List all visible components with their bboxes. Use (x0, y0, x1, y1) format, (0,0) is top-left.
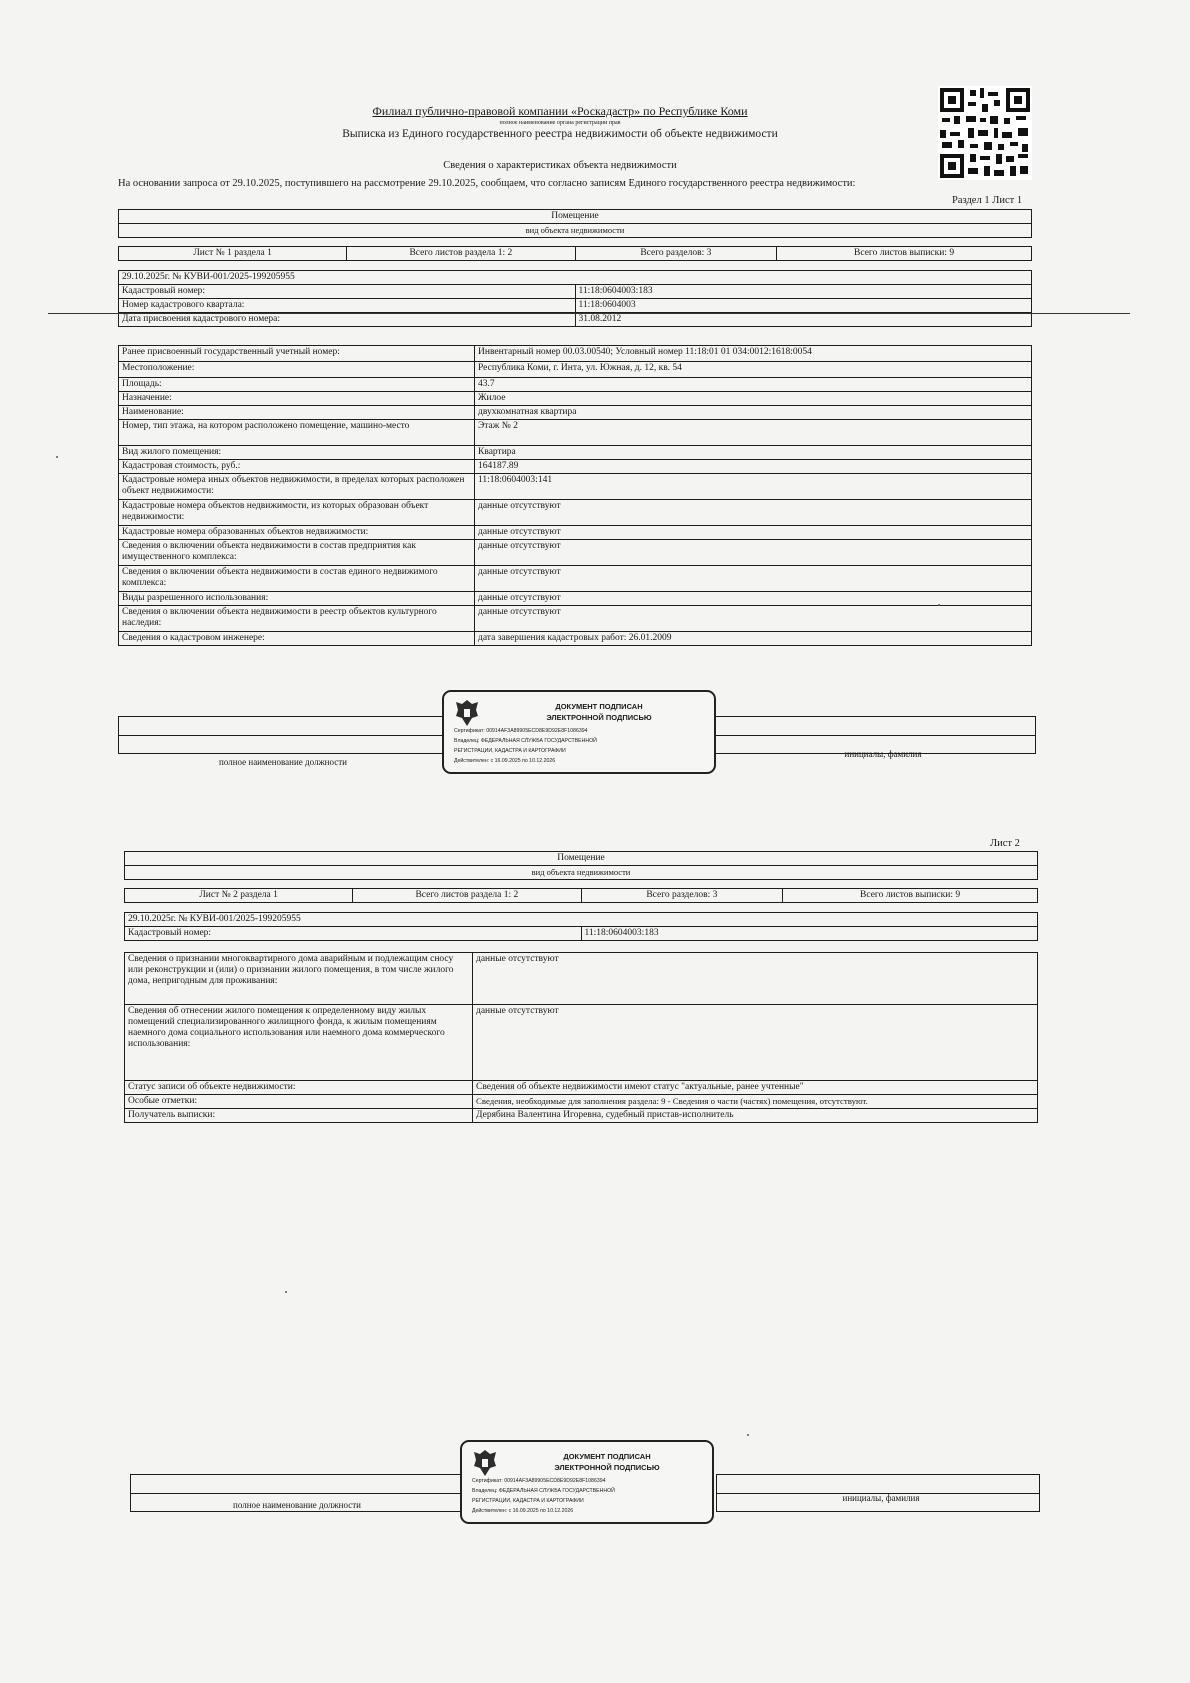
row-label: Вид жилого помещения: (119, 446, 475, 460)
sheet1-object-type: Помещение (119, 210, 1032, 224)
row-label: Сведения об отнесении жилого помещения к определенному виду жилых помещений специализированного жилищного фонда, к жилым помещениям наемного дома социального использования или наемного дома коммерческого использования: (125, 1005, 473, 1081)
stamp-certificate: Сертификат: 00914AF3A89905ECD8E9D92E8F1086394 (454, 728, 588, 734)
row-label: Сведения о включении объекта недвижимости в реестр объектов культурного наследия: (119, 606, 475, 632)
row-label: Местоположение: (119, 362, 475, 378)
stamp-validity: Действителен: с 16.09.2025 по 10.12.2026 (454, 758, 556, 764)
organization-caption: полное наименование органа регистрации прав (499, 120, 621, 126)
row-label: Наименование: (119, 406, 475, 420)
document-title: Выписка из Единого государственного реестра недвижимости об объекте недвижимости (342, 128, 778, 140)
row-label: Особые отметки: (125, 1095, 473, 1109)
row-value: Сведения об объекте недвижимости имеют статус "актуальные, ранее учтенные" (473, 1081, 1038, 1095)
sheet2-characteristics-table (124, 952, 1038, 1123)
row-label: Получатель выписки: (125, 1109, 473, 1123)
scan-speck (747, 1434, 749, 1436)
position-caption: полное наименование должности (219, 757, 347, 767)
sheet1-meta-sections: Всего разделов: 3 (575, 247, 777, 261)
row-value: дата завершения кадастровых работ: 26.01.2009 (475, 632, 1032, 646)
sheet2-object-type-caption: вид объекта недвижимости (125, 866, 1038, 880)
sheet2-meta-sections: Всего разделов: 3 (581, 889, 783, 903)
row-value: данные отсутствуют (475, 500, 1032, 526)
row-label: Кадастровые номера объектов недвижимости, из которых образован объект недвижимости: (119, 500, 475, 526)
sheet1-section-label: Раздел 1 Лист 1 (952, 195, 1023, 206)
sheet2-id-label: Кадастровый номер: (125, 927, 582, 941)
sheet1-id-value: 11:18:0604003:183 (575, 285, 1032, 299)
row-value: Квартира (475, 446, 1032, 460)
row-value: Дерябина Валентина Игоревна, судебный пристав-исполнитель (473, 1109, 1038, 1123)
row-value: 11:18:0604003:141 (475, 474, 1032, 500)
scan-line (48, 313, 1130, 314)
sheet2-meta-table (124, 888, 1038, 903)
stamp-title-1: ДОКУМЕНТ ПОДПИСАН (555, 702, 643, 711)
sheet1-id-label: Дата присвоения кадастрового номера: (119, 313, 576, 327)
row-label: Виды разрешенного использования: (119, 592, 475, 606)
row-value: Республика Коми, г. Инта, ул. Южная, д. 12, кв. 54 (475, 362, 1032, 378)
row-value: данные отсутствуют (475, 592, 1032, 606)
stamp-owner-2: РЕГИСТРАЦИИ, КАДАСТРА И КАРТОГРАФИИ (454, 748, 566, 754)
row-value: данные отсутствуют (473, 1005, 1038, 1081)
scan-speck (938, 604, 940, 606)
row-label: Ранее присвоенный государственный учетный номер: (119, 346, 475, 362)
scan-speck (285, 1291, 287, 1293)
name-caption: инициалы, фамилия (844, 749, 922, 759)
sheet1-id-label: Кадастровый номер: (119, 285, 576, 299)
sheet1-id-value: 11:18:0604003 (575, 299, 1032, 313)
sheet1-meta-total-sheets: Всего листов выписки: 9 (777, 247, 1032, 261)
row-value: 43.7 (475, 378, 1032, 392)
stamp-owner: Владелец: ФЕДЕРАЛЬНАЯ СЛУЖБА ГОСУДАРСТВЕННОЙ (472, 1488, 615, 1494)
row-label: Кадастровые номера иных объектов недвижимости, в пределах которых расположен объект недвижимости: (119, 474, 475, 500)
row-value: данные отсутствуют (475, 540, 1032, 566)
sheet1-id-value: 31.08.2012 (575, 313, 1032, 327)
stamp-certificate: Сертификат: 00914AF3A89905ECD8E9D92E8F1086394 (472, 1478, 606, 1484)
sheet1-meta-table (118, 246, 1032, 261)
row-value: данные отсутствуют (475, 526, 1032, 540)
row-label: Сведения о включении объекта недвижимости в состав предприятия как имущественного комплекса: (119, 540, 475, 566)
sheet1-id-label: Номер кадастрового квартала: (119, 299, 576, 313)
row-label: Кадастровая стоимость, руб.: (119, 460, 475, 474)
row-value: данные отсутствуют (473, 953, 1038, 1005)
sheet2-section-label: Лист 2 (990, 838, 1020, 849)
sheet2-meta-section-sheets: Всего листов раздела 1: 2 (353, 889, 581, 903)
row-label: Сведения о признании многоквартирного дома аварийным и подлежащим сносу или реконструкции и (или) о признании жилого помещения, в том числе жилого дома, непригодным для проживания: (125, 953, 473, 1005)
stamp-title-2: ЭЛЕКТРОННОЙ ПОДПИСЬЮ (554, 1463, 660, 1472)
row-label: Статус записи об объекте недвижимости: (125, 1081, 473, 1095)
stamp-owner-2: РЕГИСТРАЦИИ, КАДАСТРА И КАРТОГРАФИИ (472, 1498, 584, 1504)
row-label: Кадастровые номера образованных объектов недвижимости: (119, 526, 475, 540)
stamp-title-2: ЭЛЕКТРОННОЙ ПОДПИСЬЮ (546, 713, 652, 722)
sheet2-meta-sheet: Лист № 2 раздела 1 (125, 889, 353, 903)
row-value: 164187.89 (475, 460, 1032, 474)
section-title: Сведения о характеристиках объекта недвижимости (443, 160, 677, 171)
qr-code-icon (938, 86, 1032, 180)
sheet2-id-value: 11:18:0604003:183 (581, 927, 1038, 941)
sheet1-ids-table (118, 270, 1032, 327)
row-value: Инвентарный номер 00.03.00540; Условный номер 11:18:01 01 034:0012:1618:0054 (475, 346, 1032, 362)
sheet1-object-type-caption: вид объекта недвижимости (119, 224, 1032, 238)
position-caption: полное наименование должности (233, 1500, 361, 1510)
sheet1-meta-sheet: Лист № 1 раздела 1 (119, 247, 347, 261)
sheet2-meta-total-sheets: Всего листов выписки: 9 (783, 889, 1038, 903)
row-value: двухкомнатная квартира (475, 406, 1032, 420)
sheet1-characteristics-table (118, 345, 1032, 646)
row-label: Сведения о кадастровом инженере: (119, 632, 475, 646)
sheet1-object-type-table (118, 209, 1032, 238)
row-label: Номер, тип этажа, на котором расположено помещение, машино-место (119, 420, 475, 446)
row-label: Назначение: (119, 392, 475, 406)
stamp-title-1: ДОКУМЕНТ ПОДПИСАН (563, 1452, 651, 1461)
organization-name: Филиал публично-правовой компании «Роскадастр» по Республике Коми (372, 104, 748, 118)
sheet1-statement-number: 29.10.2025г. № КУВИ-001/2025-199205955 (119, 271, 1032, 285)
stamp-owner: Владелец: ФЕДЕРАЛЬНАЯ СЛУЖБА ГОСУДАРСТВЕННОЙ (454, 738, 597, 744)
sheet1-meta-section-sheets: Всего листов раздела 1: 2 (347, 247, 575, 261)
e-signature-stamp (460, 1440, 714, 1524)
sheet2-statement-number: 29.10.2025г. № КУВИ-001/2025-199205955 (125, 913, 1038, 927)
row-value: данные отсутствуют (475, 566, 1032, 592)
sheet2-ids-table (124, 912, 1038, 941)
row-value: Сведения, необходимые для заполнения раздела: 9 - Сведения о части (частях) помещения, отсутствуют. (473, 1095, 1038, 1109)
row-label: Площадь: (119, 378, 475, 392)
stamp-validity: Действителен: с 16.09.2025 по 10.12.2026 (472, 1508, 574, 1514)
row-value: Этаж № 2 (475, 420, 1032, 446)
name-caption: инициалы, фамилия (842, 1493, 920, 1503)
sheet2-object-type: Помещение (125, 852, 1038, 866)
row-value: данные отсутствуют (475, 606, 1032, 632)
sheet2-object-type-table (124, 851, 1038, 880)
row-label: Сведения о включении объекта недвижимости в состав единого недвижимого комплекса: (119, 566, 475, 592)
scan-speck (56, 456, 58, 458)
e-signature-stamp (442, 690, 716, 774)
row-value: Жилое (475, 392, 1032, 406)
request-basis: На основании запроса от 29.10.2025, поступившего на рассмотрение 29.10.2025, сообщаем, что согласно записям Единого государственного реестра недвижимости: (118, 178, 856, 189)
